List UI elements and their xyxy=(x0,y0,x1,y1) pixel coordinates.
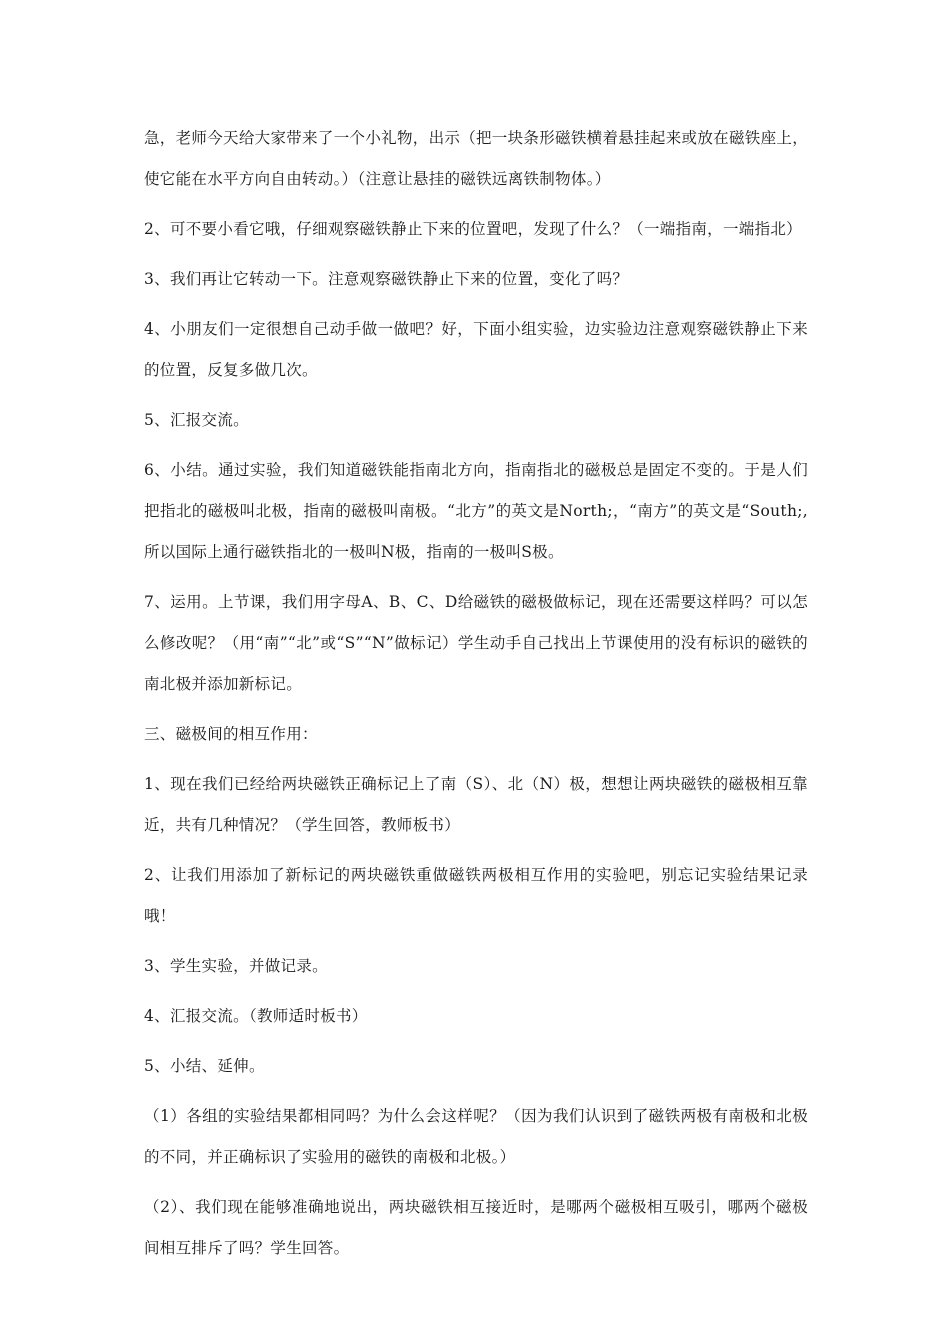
paragraph-section3-step-4: 4、汇报交流。（教师适时板书） xyxy=(144,1007,368,1025)
paragraph-section3-step-1: 1、现在我们已经给两块磁铁正确标记上了南（S）、北（N）极，想想让两块磁铁的磁极相互靠近，共有几种情况？（学生回答，教师板书） xyxy=(144,775,808,834)
paragraph-section3-step-3: 3、学生实验，并做记录。 xyxy=(144,957,328,975)
paragraph-sub-1: （1）各组的实验结果都相同吗？为什么会这样呢？（因为我们认识到了磁铁两极有南极和北极的不同，并正确标识了实验用的磁铁的南极和北极。） xyxy=(144,1107,808,1166)
paragraph-section3-step-5: 5、小结、延伸。 xyxy=(144,1057,265,1075)
paragraph-intro-continued: 急，老师今天给大家带来了一个小礼物，出示（把一块条形磁铁横着悬挂起来或放在磁铁座上，使它能在水平方向自由转动。）（注意让悬挂的磁铁远离铁制物体。） xyxy=(144,129,808,188)
paragraph-step-5: 5、汇报交流。 xyxy=(144,411,249,429)
paragraph-step-4: 4、小朋友们一定很想自己动手做一做吧？好，下面小组实验，边实验边注意观察磁铁静止下来的位置，反复多做几次。 xyxy=(144,320,808,379)
paragraph-sub-2: （2）、我们现在能够准确地说出，两块磁铁相互接近时，是哪两个磁极相互吸引，哪两个磁极间相互排斥了吗？学生回答。 xyxy=(144,1198,808,1257)
paragraph-step-6: 6、小结。通过实验，我们知道磁铁能指南北方向，指南指北的磁极总是固定不变的。于是人们把指北的磁极叫北极，指南的磁极叫南极。“北方”的英文是North;，“南方”的英文是“South;,所以国际上通行磁铁指北的一极叫N极，指南的一极叫S极。 xyxy=(144,461,808,561)
paragraph-step-2: 2、可不要小看它哦，仔细观察磁铁静止下来的位置吧，发现了什么？（一端指南，一端指北） xyxy=(144,220,802,238)
paragraph-step-7: 7、运用。上节课，我们用字母A、B、C、D给磁铁的磁极做标记，现在还需要这样吗？可以怎么修改呢？（用“南”“北”或“S”“N”做标记）学生动手自己找出上节课使用的没有标识的磁铁的南北极并添加新标记。 xyxy=(144,593,808,693)
paragraph-step-3: 3、我们再让它转动一下。注意观察磁铁静止下来的位置，变化了吗？ xyxy=(144,270,629,288)
paragraph-section3-step-2: 2、让我们用添加了新标记的两块磁铁重做磁铁两极相互作用的实验吧，别忘记实验结果记录哦！ xyxy=(144,866,808,925)
section-heading-3: 三、磁极间的相互作用： xyxy=(144,725,318,743)
document-page xyxy=(144,118,808,1278)
